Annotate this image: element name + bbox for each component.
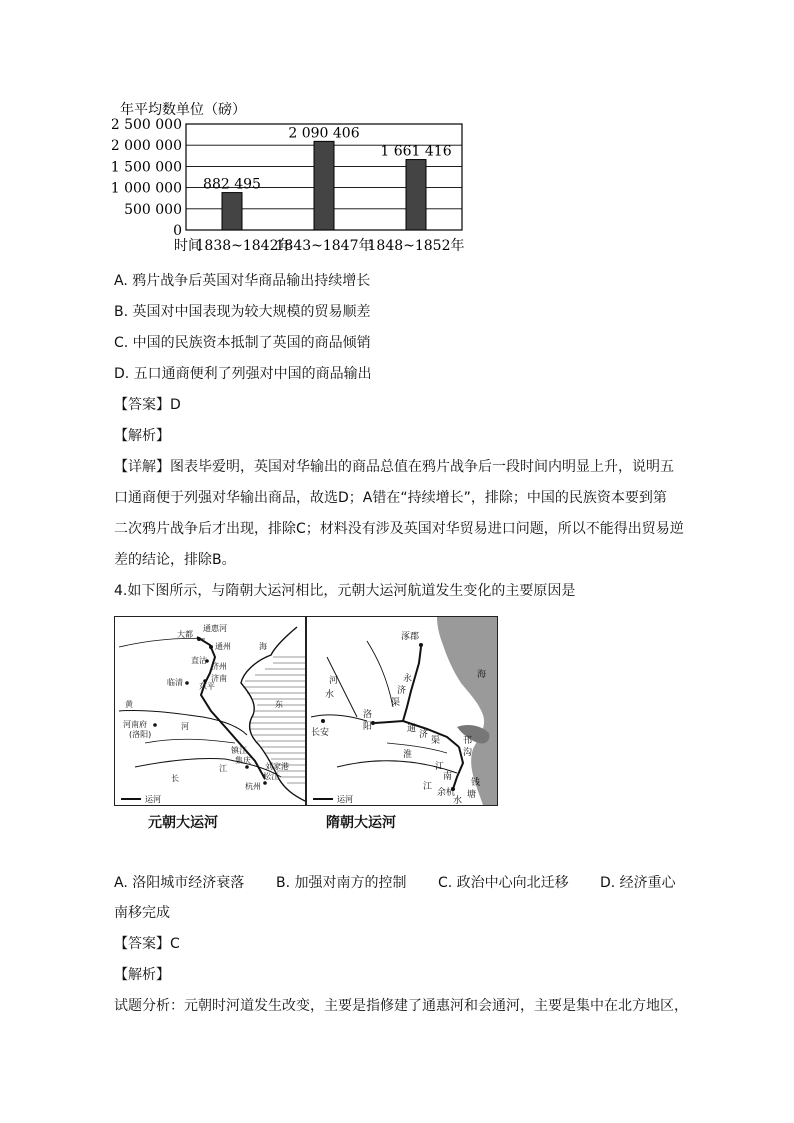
sui-label-shui: 水 [325, 690, 335, 700]
q3-option-d: D. 五口通商便利了列强对中国的商品输出 [114, 366, 372, 382]
chart-bar [406, 160, 426, 230]
q4-option-d-continued: 南移完成 [114, 905, 170, 921]
sui-label-huai: 淮 [403, 750, 413, 760]
q4-option-b: B. 加强对南方的控制 [276, 875, 407, 891]
sui-label-tang: 塘 [467, 790, 477, 800]
chart-ytick-label: 0 [173, 223, 182, 239]
sui-label-gou: 沟 [463, 748, 473, 758]
yuan-label-huang: 黄 [125, 700, 133, 709]
q3-option-a: A. 鸦片战争后英国对华商品输出持续增长 [114, 273, 371, 289]
yuan-label-jiqing: 集庆 [235, 756, 251, 765]
map-yuan-caption: 元朝大运河 [148, 815, 218, 831]
yuan-label-linqing: 临清 [167, 678, 183, 687]
yuan-label-dongping: 东平 [199, 682, 215, 691]
chart-value-label: 882 495 [203, 176, 261, 193]
yuan-label-tonghuihe: 通惠河 [203, 624, 227, 633]
yuan-label-liujiagang: 刘家港 [265, 762, 289, 771]
sui-label-yong: 永 [403, 674, 413, 684]
chart-svg [112, 98, 512, 258]
q3-analysis-title: 【解析】 [114, 428, 170, 444]
q3-option-c: C. 中国的民族资本抵制了英国的商品倾销 [114, 335, 371, 351]
sui-label-yang: 阳 [363, 722, 373, 732]
q3-detail-line-1: 【详解】图表毕爱明，英国对华输出的商品总值在鸦片战争后一段时间内明显上升，说明五 [114, 459, 674, 475]
q4-analysis-text: 试题分析：元朝时河道发生改变，主要是指修建了通惠河和会通河，主要是集中在北方地区， [114, 998, 688, 1014]
sui-label-jiang2: 江 [423, 782, 433, 792]
sui-label-jiang: 江 [435, 762, 445, 772]
chart-ytick-label: 500 000 [124, 201, 182, 218]
yuan-label-songjiang: 松江 [263, 772, 279, 781]
q4-question: 4.如下图所示，与隋朝大运河相比，元朝大运河航道发生变化的主要原因是 [114, 583, 576, 599]
yuan-label-jiang: 江 [219, 764, 227, 773]
yuan-label-zhenjiang: 镇江 [231, 746, 247, 755]
map-sui-svg [307, 617, 497, 805]
chart-xtick-label: 1838~1842年 [195, 238, 293, 254]
q4-answer: 【答案】C [114, 936, 180, 952]
sui-legend-label: 运河 [337, 795, 353, 804]
yuan-label-luoyang: (洛阳) [129, 730, 152, 739]
yuan-label-henanfu: 河南府 [123, 720, 147, 729]
chart-value-label: 2 090 406 [288, 125, 360, 142]
sui-label-qu2: 渠 [431, 736, 441, 746]
bar-chart [112, 98, 512, 258]
chart-title: 年平均数单位（磅） [120, 102, 246, 118]
q3-option-b: B. 英国对中国表现为较大规模的贸易顺差 [114, 304, 371, 320]
sui-label-ji2: 济 [419, 730, 429, 740]
sui-label-changan: 长安 [311, 728, 330, 738]
q4-option-a: A. 洛阳城市经济衰落 [114, 875, 245, 891]
q4-option-d: D. 经济重心 [600, 875, 676, 891]
sui-label-qian: 钱 [471, 778, 481, 788]
q3-detail-line-4: 差的结论，排除B。 [114, 552, 236, 568]
q3-answer: 【答案】D [114, 397, 181, 413]
sui-label-nan: 南 [443, 772, 453, 782]
map-sui-grand-canal [306, 616, 498, 806]
q4-analysis-title: 【解析】 [114, 967, 170, 983]
map-sui-caption: 隋朝大运河 [326, 815, 396, 831]
yuan-legend-label: 运河 [145, 795, 161, 804]
sui-label-han: 邗 [463, 736, 473, 746]
sui-label-tong: 通 [407, 724, 417, 734]
sui-label-ji: 济 [397, 686, 407, 696]
chart-xaxis-prefix: 时间 [174, 238, 202, 254]
yuan-label-jinan: 济南 [211, 674, 227, 683]
sui-label-shui2: 水 [453, 796, 463, 805]
map-yuan-svg [115, 617, 305, 805]
yuan-label-jizhou: 济州 [211, 662, 227, 671]
map-yuan-grand-canal [114, 616, 306, 806]
chart-ytick-label: 1 000 000 [112, 180, 182, 197]
chart-bar [222, 193, 242, 230]
yuan-label-he: 河 [181, 722, 189, 731]
chart-ytick-label: 2 500 000 [112, 117, 182, 133]
chart-bar [314, 141, 334, 230]
q3-detail-line-3: 二次鸦片战争后才出现，排除C；材料没有涉及英国对华贸易进口问题，所以不能得出贸易逆 [114, 521, 684, 537]
q4-option-c: C. 政治中心向北迁移 [438, 875, 569, 891]
yuan-label-chang: 长 [171, 774, 179, 783]
sui-label-yuhang: 余杭 [437, 788, 456, 798]
sui-label-qu: 渠 [391, 698, 401, 708]
yuan-label-hai: 海 [259, 642, 267, 651]
sui-label-he: 河 [329, 676, 339, 686]
sui-label-hai: 海 [477, 670, 487, 680]
yuan-label-tongzhou: 通州 [215, 642, 231, 651]
chart-xtick-label: 1848~1852年 [367, 238, 465, 254]
yuan-label-dong: 东 [275, 700, 283, 709]
chart-value-label: 1 661 416 [380, 143, 452, 160]
chart-ytick-label: 1 500 000 [112, 159, 182, 176]
sui-label-luo: 洛 [363, 710, 373, 720]
yuan-label-dadu: 大都 [177, 630, 193, 639]
q3-detail-line-2: 口通商便于列强对华输出商品，故选D；A错在“持续增长”，排除；中国的民族资本要到第 [114, 490, 667, 506]
chart-ytick-label: 2 000 000 [112, 138, 182, 155]
sui-label-zhuojun: 涿郡 [401, 632, 420, 642]
chart-xtick-label: 1843~1847年 [275, 238, 373, 254]
yuan-label-zhigu: 直沽 [191, 656, 207, 665]
yuan-label-hangzhou: 杭州 [245, 782, 261, 791]
